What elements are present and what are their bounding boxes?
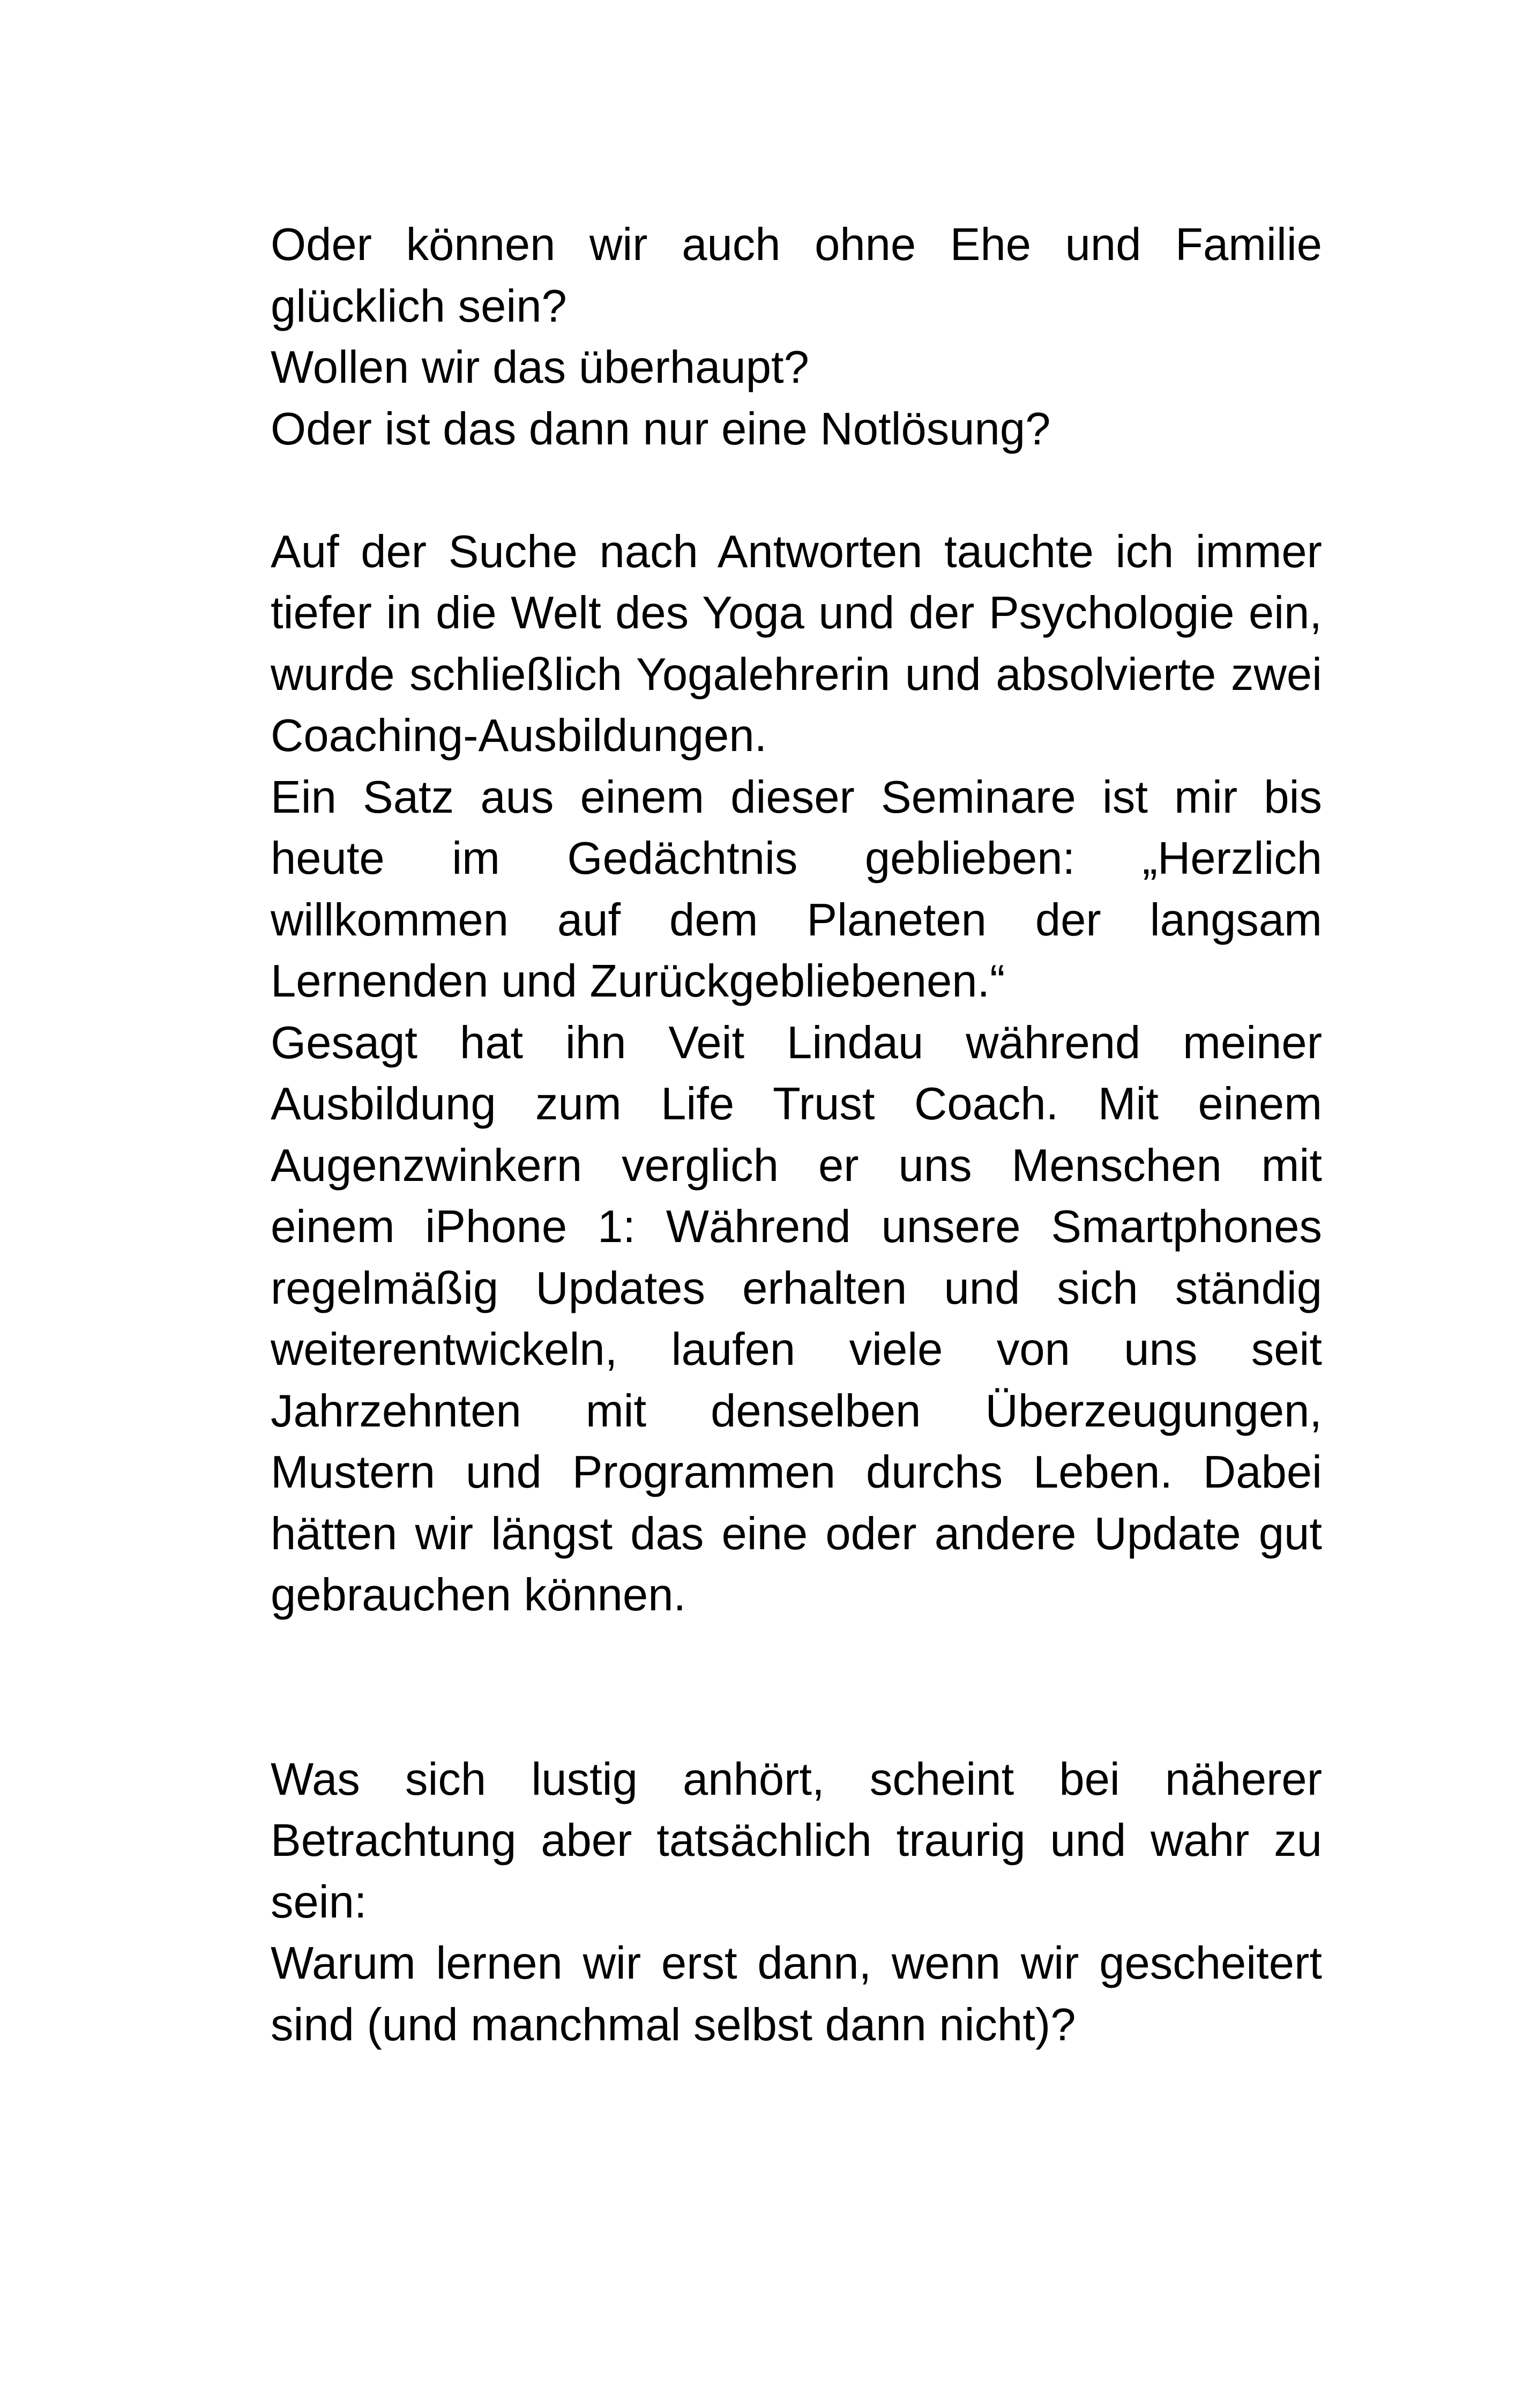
- paragraph-search-answers: Auf der Suche nach Antworten tauchte ich immer tiefer in die Welt des Yoga und der Psychologie ein, wurde schließlich Yogalehrerin und absolvierte zwei Coaching-Ausbildungen.: [271, 526, 1322, 761]
- paragraph-question-makeshift: Oder ist das dann nur eine Notlösung?: [271, 403, 1051, 455]
- paragraph-question-want: Wollen wir das überhaupt?: [271, 342, 809, 393]
- paragraph-why-learn: Warum lernen wir erst dann, wenn wir gescheitert sind (und manchmal selbst dann nicht)?: [271, 1938, 1322, 2050]
- paragraph-gap: [271, 460, 1322, 522]
- paragraph-sad-truth: Was sich lustig anhört, scheint bei näherer Betrachtung aber tatsächlich traurig und wahr zu sein:: [271, 1753, 1322, 1928]
- paragraph-question-marriage: Oder können wir auch ohne Ehe und Familie glücklich sein?: [271, 219, 1322, 332]
- paragraph-seminar-quote: Ein Satz aus einem dieser Seminare ist mir bis heute im Gedächtnis geblieben: „Herzlich willkommen auf dem Planeten der langsam Lernenden und Zurückgebliebenen.“: [271, 771, 1322, 1007]
- body-text: [271, 214, 1322, 2056]
- paragraph-iphone-comparison: Gesagt hat ihn Veit Lindau während meiner Ausbildung zum Life Trust Coach. Mit einem Augenzwinkern verglich er uns Menschen mit einem iPhone 1: Während unsere Smartphones regelmäßig Updates erhalten und sich ständig weiterentwickeln, laufen viele von uns seit Jahrzehnten mit denselben Überzeugungen, Mustern und Programmen durchs Leben. Dabei hätten wir längst das eine oder andere Update gut gebrauchen können.: [271, 1017, 1322, 1621]
- paragraph-gap-large: [271, 1626, 1322, 1749]
